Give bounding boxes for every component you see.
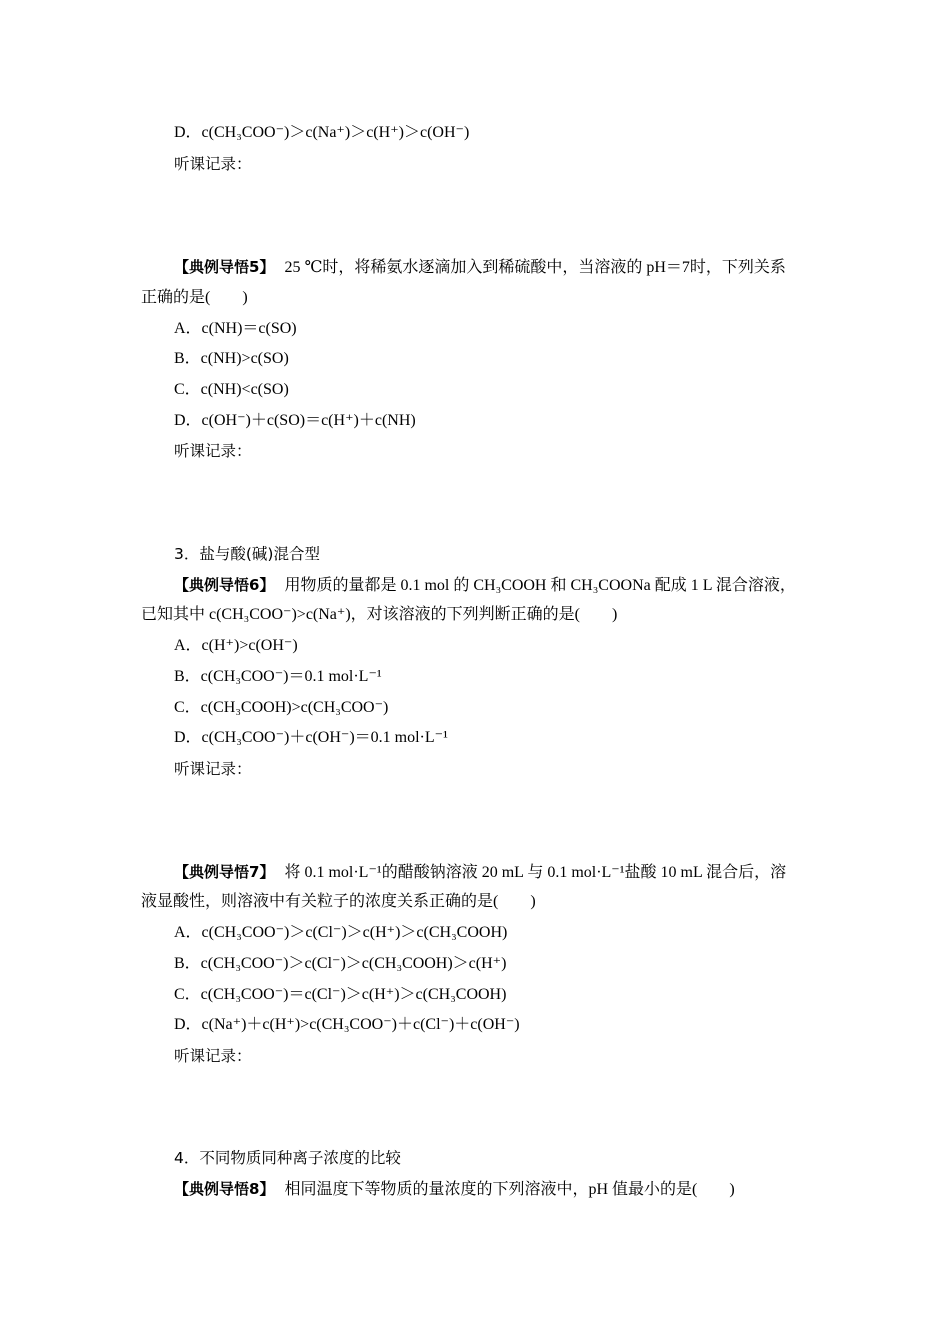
note-label: 听课记录： [174,760,252,778]
example-5-stem-cont: 正确的是( ) [141,289,248,306]
example-8-tag: 【典例导悟8】 [174,1180,275,1198]
option-c: C．c(NH)<c(SO) [174,381,289,398]
example-7-stem [174,861,786,884]
option-d: D．c(CH₃COO⁻)＋c(OH⁻)＝0.1 mol·L⁻¹ [174,729,448,746]
example-6-stem-cont: 已知其中 c(CH₃COO⁻)>c(Na⁺)，对该溶液的下列判断正确的是( ) [141,606,618,623]
option-c: C．c(CH₃COOH)>c(CH₃COO⁻) [174,699,389,716]
option-d: D．c(OH⁻)＋c(SO)＝c(H⁺)＋c(NH) [174,412,416,429]
option-b: B．c(CH₃COO⁻)＞c(Cl⁻)＞c(CH₃COOH)＞c(H⁺) [174,955,507,972]
option-d: D．c(CH₃COO⁻)＞c(Na⁺)＞c(H⁺)＞c(OH⁻) [174,124,470,141]
section-3-title: 3．盐与酸(碱)混合型 [174,545,320,563]
option-a: A．c(NH)＝c(SO) [174,320,297,337]
example-8-stem-text: 相同温度下等物质的量浓度的下列溶液中，pH 值最小的是( ) [284,1181,735,1198]
example-8-stem [174,1178,735,1201]
option-b: B．c(CH₃COO⁻)＝0.1 mol·L⁻¹ [174,668,382,685]
note-label: 听课记录： [174,1047,252,1065]
option-d: D．c(Na⁺)＋c(H⁺)>c(CH₃COO⁻)＋c(Cl⁻)＋c(OH⁻) [174,1016,520,1033]
note-label: 听课记录： [174,442,252,460]
example-5-stem [174,256,786,279]
option-c: C．c(CH₃COO⁻)＝c(Cl⁻)＞c(H⁺)＞c(CH₃COOH) [174,986,507,1003]
option-a: A．c(CH₃COO⁻)＞c(Cl⁻)＞c(H⁺)＞c(CH₃COOH) [174,924,508,941]
option-a: A．c(H⁺)>c(OH⁻) [174,637,298,654]
example-6-stem [174,574,796,597]
option-b: B．c(NH)>c(SO) [174,350,289,367]
example-7-stem-text: 将 0.1 mol·L⁻¹的醋酸钠溶液 20 mL 与 0.1 mol·L⁻¹盐酸 10 mL 混合后，溶 [284,864,787,881]
example-5-tag: 【典例导悟5】 [174,258,275,276]
example-7-tag: 【典例导悟7】 [174,863,275,881]
note-label: 听课记录： [174,155,252,173]
example-6-tag: 【典例导悟6】 [174,576,275,594]
example-7-stem-cont: 液显酸性，则溶液中有关粒子的浓度关系正确的是( ) [141,893,536,910]
example-5-stem-text: 25 ℃时，将稀氨水逐滴加入到稀硫酸中，当溶液的 pH＝7时，下列关系 [284,259,786,276]
section-4-title: 4．不同物质同种离子浓度的比较 [174,1149,401,1167]
example-6-stem-text: 用物质的量都是 0.1 mol 的 CH₃COOH 和 CH₃COONa 配成 1 L 混合溶液， [284,577,796,594]
